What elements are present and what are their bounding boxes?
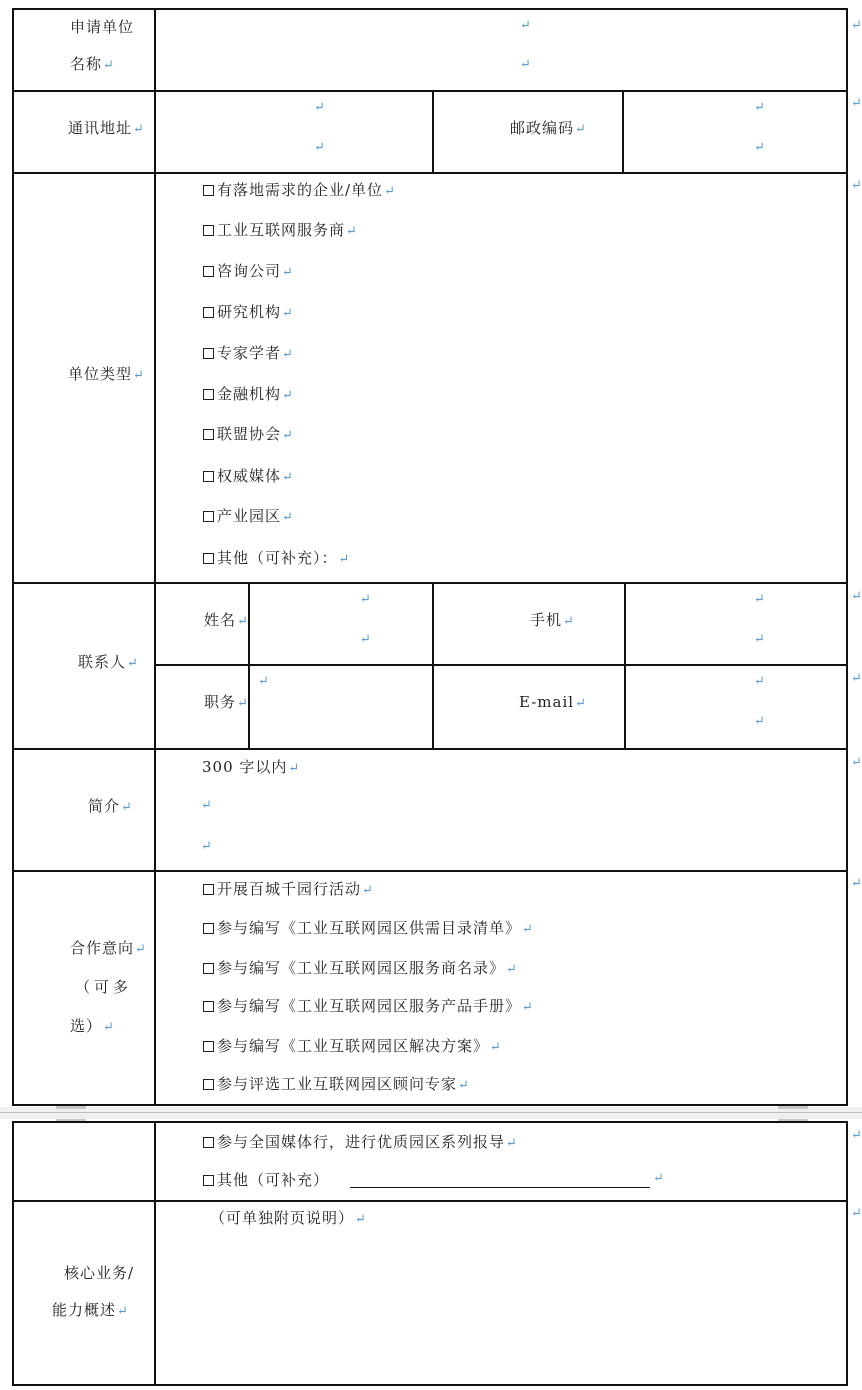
checkbox[interactable] xyxy=(203,1079,214,1090)
unit-type-option[interactable]: 金融机构↵ xyxy=(203,385,294,405)
checkbox[interactable] xyxy=(203,266,214,277)
checkbox[interactable] xyxy=(203,1041,214,1052)
checkbox[interactable] xyxy=(203,471,214,482)
intro-label: 简介↵ xyxy=(88,797,133,815)
cooperation-option[interactable]: 参与编写《工业互联网园区服务商名录》↵ xyxy=(203,959,518,979)
unit-type-option[interactable]: 有落地需求的企业/单位↵ xyxy=(203,181,396,201)
unit-type-label: 单位类型↵ xyxy=(68,365,145,383)
checkbox[interactable] xyxy=(203,348,214,359)
unit-type-option[interactable]: 产业园区↵ xyxy=(203,507,294,527)
name-input[interactable] xyxy=(251,584,431,664)
unit-type-option[interactable]: 研究机构↵ xyxy=(203,303,294,323)
checkbox[interactable] xyxy=(203,225,214,236)
checkbox[interactable] xyxy=(203,884,214,895)
checkbox[interactable] xyxy=(203,185,214,196)
cooperation-option[interactable]: 参与编写《工业互联网园区供需目录清单》↵ xyxy=(203,919,534,939)
position-label: 职务↵ xyxy=(204,693,249,711)
checkbox[interactable] xyxy=(203,923,214,934)
phone-input[interactable] xyxy=(627,584,845,664)
applicant-input[interactable] xyxy=(157,10,845,90)
applicant-label-2: 名称↵ xyxy=(70,55,115,73)
unit-type-option[interactable]: 其他（可补充）：↵ xyxy=(203,549,350,569)
core-business-label: 核心业务/ xyxy=(64,1264,135,1282)
intro-input[interactable] xyxy=(157,780,845,870)
cooperation-option[interactable]: 参与编写《工业互联网园区解决方案》↵ xyxy=(203,1037,502,1057)
core-business-input[interactable] xyxy=(157,1232,845,1382)
checkbox[interactable] xyxy=(203,1137,214,1148)
unit-type-option[interactable]: 专家学者↵ xyxy=(203,344,294,364)
cooperation-option[interactable]: 其他（可补充） xyxy=(203,1171,329,1189)
cooperation-label-3: 选）↵ xyxy=(70,1017,115,1035)
position-input[interactable] xyxy=(251,666,431,748)
checkbox[interactable] xyxy=(203,429,214,440)
cooperation-label-2: （可多 xyxy=(75,978,133,996)
checkbox[interactable] xyxy=(203,511,214,522)
checkbox[interactable] xyxy=(203,1175,214,1186)
cooperation-option[interactable]: 参与全国媒体行，进行优质园区系列报导↵ xyxy=(203,1133,518,1153)
unit-type-option[interactable]: 工业互联网服务商↵ xyxy=(203,221,358,241)
intro-hint: 300 字以内↵ xyxy=(202,758,301,776)
phone-label: 手机↵ xyxy=(530,611,575,629)
cooperation-option[interactable]: 参与评选工业互联网园区顾问专家↵ xyxy=(203,1075,470,1095)
page-break xyxy=(0,1107,862,1119)
unit-type-option[interactable]: 咨询公司↵ xyxy=(203,262,294,282)
other-supplement-input[interactable] xyxy=(350,1170,650,1188)
unit-type-option[interactable]: 权威媒体↵ xyxy=(203,467,294,487)
email-label: E-mail↵ xyxy=(519,693,587,711)
core-business-hint: （可单独附页说明）↵ xyxy=(210,1209,367,1227)
postcode-input[interactable] xyxy=(625,92,845,172)
checkbox[interactable] xyxy=(203,553,214,564)
email-input[interactable] xyxy=(627,666,845,748)
core-business-label-2: 能力概述↵ xyxy=(52,1301,129,1319)
checkbox[interactable] xyxy=(203,389,214,400)
contact-label: 联系人↵ xyxy=(78,653,139,671)
checkbox[interactable] xyxy=(203,1001,214,1012)
checkbox[interactable] xyxy=(203,307,214,318)
cooperation-option[interactable]: 参与编写《工业互联网园区服务产品手册》↵ xyxy=(203,997,534,1017)
checkbox[interactable] xyxy=(203,963,214,974)
address-input[interactable] xyxy=(157,92,431,172)
unit-type-option[interactable]: 联盟协会↵ xyxy=(203,425,294,445)
address-label: 通讯地址↵ xyxy=(68,119,145,137)
postcode-label: 邮政编码↵ xyxy=(510,119,587,137)
cooperation-option[interactable]: 开展百城千园行活动↵ xyxy=(203,880,374,900)
name-label: 姓名↵ xyxy=(204,611,249,629)
cooperation-label: 合作意向↵ xyxy=(70,939,147,957)
applicant-label: 申请单位 xyxy=(70,18,135,36)
